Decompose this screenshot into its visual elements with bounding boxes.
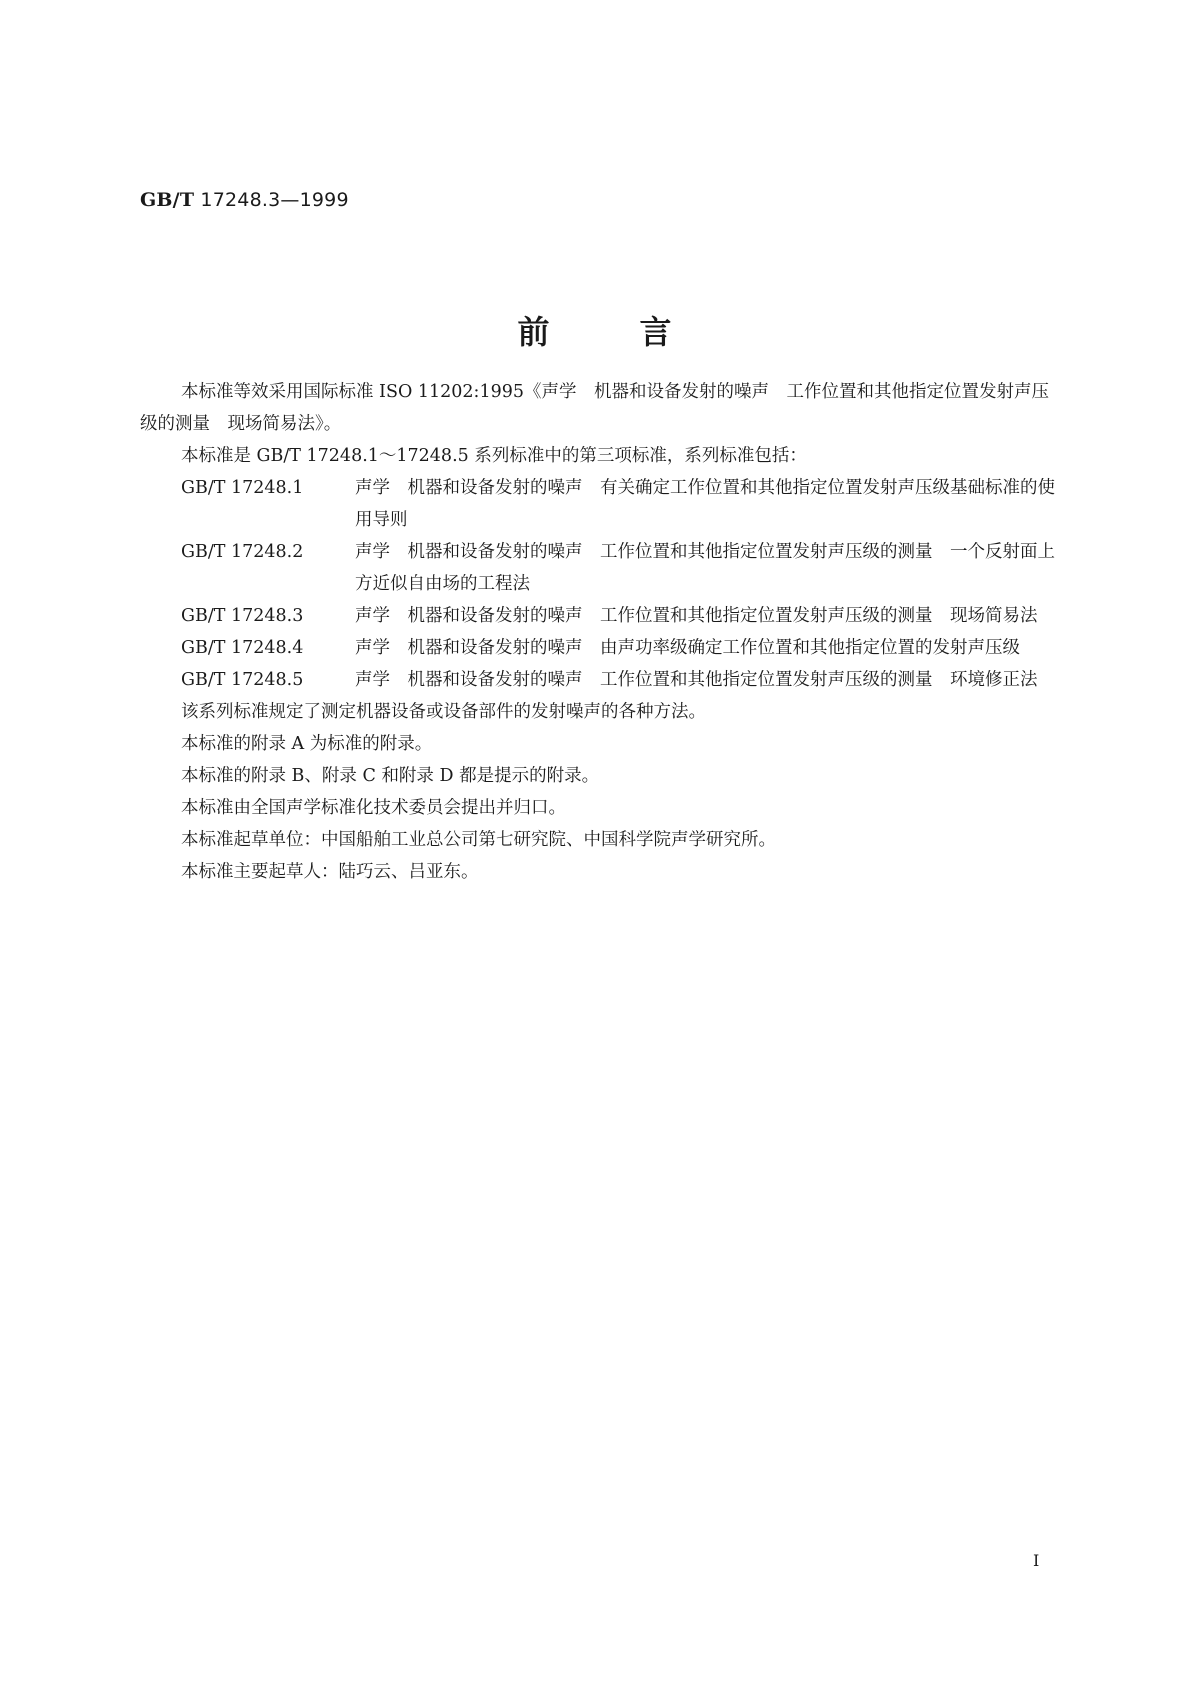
paragraph-adoption: 本标准等效采用国际标准 ISO 11202:1995《声学 机器和设备发射的噪声 工作位置和其他指定位置发射声压级的测量 现场简易法》。 <box>140 382 1049 434</box>
paragraph-annex-normative: 本标准的附录 A 为标准的附录。 <box>181 734 433 754</box>
series-title: 声学 机器和设备发射的噪声 由声功率级确定工作位置和其他指定位置的发射声压级 <box>355 638 1020 658</box>
page-title-char-1: 前 <box>517 313 552 351</box>
series-code: GB/T 17248.1 <box>181 478 304 498</box>
list-item <box>140 632 1066 664</box>
paragraph-series-intro: 本标准是 GB/T 17248.1～17248.5 系列标准中的第三项标准，系列标准包括： <box>181 446 807 466</box>
foreword-body <box>140 376 1066 888</box>
paragraph-drafters: 本标准主要起草人：陆巧云、吕亚东。 <box>181 862 479 882</box>
series-list <box>140 472 1066 696</box>
series-title: 声学 机器和设备发射的噪声 有关确定工作位置和其他指定位置发射声压级基础标准的使用导则 <box>355 478 1055 530</box>
list-item <box>140 536 1066 600</box>
list-item <box>140 664 1066 696</box>
series-code: GB/T 17248.4 <box>181 638 304 658</box>
paragraph-series-scope: 该系列标准规定了测定机器设备或设备部件的发射噪声的各种方法。 <box>181 702 706 722</box>
paragraph-annex-informative: 本标准的附录 B、附录 C 和附录 D 都是提示的附录。 <box>181 766 600 786</box>
paragraph-committee: 本标准由全国声学标准化技术委员会提出并归口。 <box>181 798 566 818</box>
page-title-char-2: 言 <box>639 313 674 351</box>
list-item <box>140 472 1066 536</box>
series-code: GB/T 17248.2 <box>181 542 304 562</box>
standard-code-number: 17248.3—1999 <box>200 189 349 211</box>
series-code: GB/T 17248.3 <box>181 606 304 626</box>
series-title: 声学 机器和设备发射的噪声 工作位置和其他指定位置发射声压级的测量 环境修正法 <box>355 670 1038 690</box>
series-title: 声学 机器和设备发射的噪声 工作位置和其他指定位置发射声压级的测量 现场简易法 <box>355 606 1038 626</box>
standard-code <box>140 189 349 211</box>
series-code: GB/T 17248.5 <box>181 670 304 690</box>
series-title: 声学 机器和设备发射的噪声 工作位置和其他指定位置发射声压级的测量 一个反射面上方近似自由场的工程法 <box>355 542 1055 594</box>
standard-code-prefix: GB/T <box>140 189 195 211</box>
list-item <box>140 600 1066 632</box>
page-title <box>0 307 1191 353</box>
page-number: I <box>1033 1551 1040 1570</box>
paragraph-drafting-units: 本标准起草单位：中国船舶工业总公司第七研究院、中国科学院声学研究所。 <box>181 830 776 850</box>
